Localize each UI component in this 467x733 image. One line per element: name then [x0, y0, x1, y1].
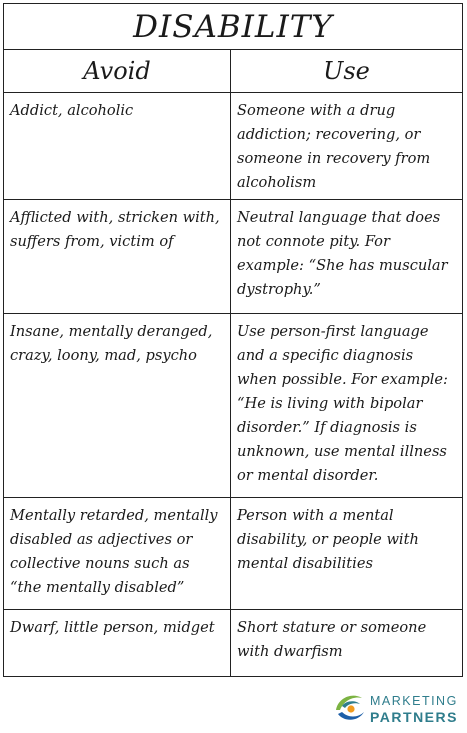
avoid-cell: Mentally retarded, mentally disabled as adjectives or collective nouns such as “the mentally disabled”: [4, 498, 231, 610]
use-cell: Person with a mental disability, or people with mental disabilities: [231, 498, 463, 610]
logo-text-line1: MARKETING: [370, 694, 458, 708]
page-title: DISABILITY: [4, 4, 463, 50]
logo-swirl-blue: [338, 712, 364, 720]
table-row: [4, 93, 463, 200]
guide-table: [3, 3, 463, 677]
avoid-cell: Insane, mentally deranged, crazy, loony, mad, psycho: [4, 314, 231, 498]
table-row: [4, 200, 463, 314]
table-row: [4, 610, 463, 677]
avoid-cell: Addict, alcoholic: [4, 93, 231, 200]
use-cell: Short stature or someone with dwarfism: [231, 610, 463, 677]
table-row: [4, 498, 463, 610]
table-row: [4, 314, 463, 498]
use-cell: Neutral language that does not connote pity. For example: “She has muscular dystrophy.”: [231, 200, 463, 314]
use-cell: Someone with a drug addiction; recovering, or someone in recovery from alcoholism: [231, 93, 463, 200]
column-header-avoid: Avoid: [4, 50, 231, 93]
logo-swirl-icon: [330, 688, 370, 728]
avoid-cell: Dwarf, little person, midget: [4, 610, 231, 677]
logo-dot: [347, 705, 354, 712]
column-header-use: Use: [231, 50, 463, 93]
title-row: [4, 4, 463, 50]
avoid-cell: Afflicted with, stricken with, suffers from, victim of: [4, 200, 231, 314]
logo-text-line2: PARTNERS: [370, 709, 458, 725]
marketing-partners-logo: [330, 688, 462, 728]
header-row: [4, 50, 463, 93]
use-cell: Use person-first language and a specific diagnosis when possible. For example: “He is living with bipolar disorder.” If diagnosis is unknown, use mental illness or mental disorder.: [231, 314, 463, 498]
